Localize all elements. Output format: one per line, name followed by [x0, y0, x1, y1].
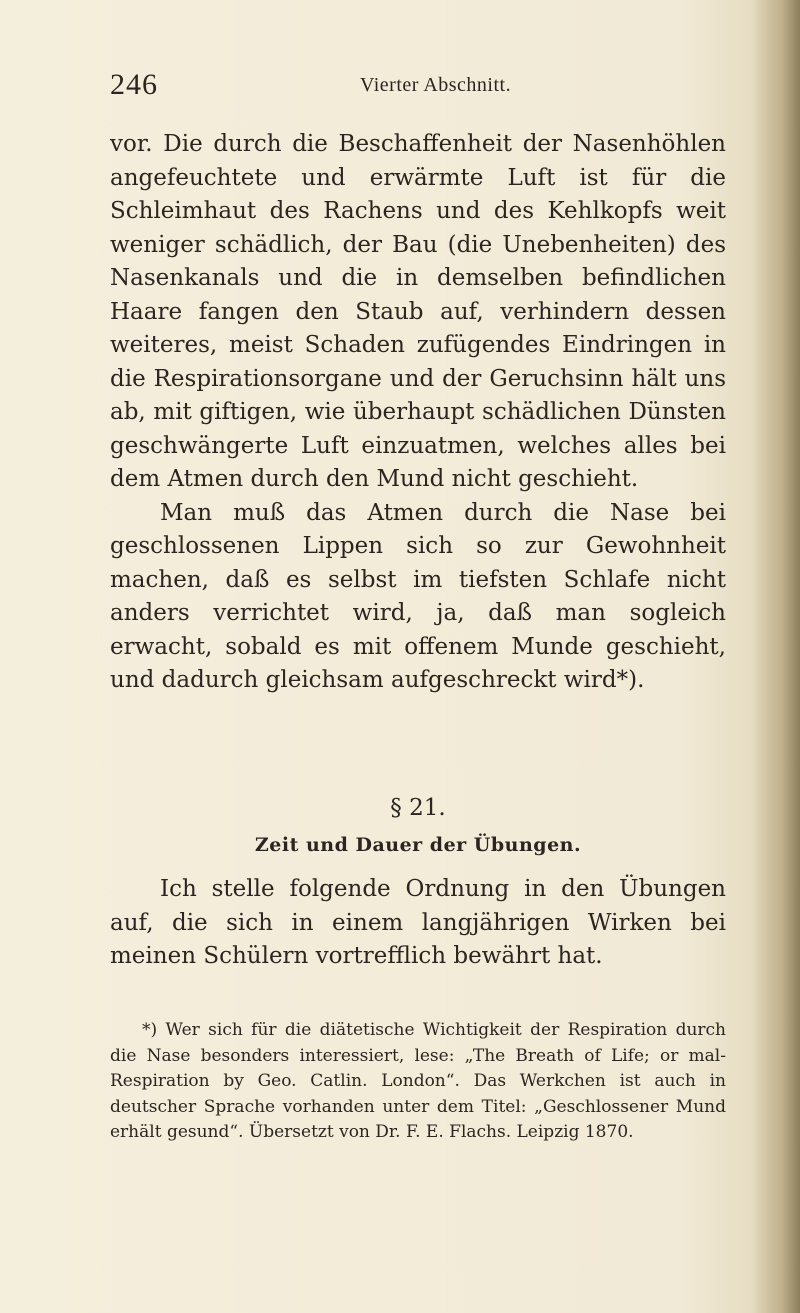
page-header: [110, 68, 730, 108]
page-edge-shadow: [752, 0, 800, 1313]
section-title: Zeit und Dauer der Übungen.: [254, 834, 582, 856]
paragraph-nose-breathing: Man muß das Atmen durch die Nase bei geschlossenen Lippen sich so zur Gewohnheit machen, daß es selbst im tiefsten Schlafe nicht anders verrichtet wird, ja, daß man sogleich erwacht, sobald es mit offenem Munde geschieht, und dadurch gleichsam aufgeschreckt wird*).: [110, 499, 726, 693]
footnote: [110, 1018, 726, 1146]
running-head: Vierter Abschnitt.: [360, 74, 512, 96]
section-body: [110, 873, 726, 974]
section-number: § 21.: [390, 795, 446, 821]
main-text: [110, 128, 726, 698]
section-paragraph: Ich stelle folgende Ordnung in den Übungen auf, die sich in einem langjährigen Wirken bei meinen Schülern vortrefflich bewährt hat.: [110, 876, 726, 969]
page-number: 246: [110, 68, 158, 101]
footnote-text: *) Wer sich für die diätetische Wichtigkeit der Respiration durch die Nase besonders interessiert, lese: „The Breath of Life; or mal-Respiration by Geo. Catlin. London“. Das Werkchen ist auch in deutscher Sprache vorhanden unter dem Titel: „Geschlossener Mund erhält gesund“. Übersetzt von Dr. F. E. Flachs. Leipzig 1870.: [110, 1020, 726, 1142]
paragraph-continued: vor. Die durch die Beschaffenheit der Nasenhöhlen angefeuchtete und erwärmte Luft ist für die Schleimhaut des Rachens und des Kehlkopfs weit weniger schädlich, der Bau (die Unebenheiten) des Nasenkanals und die in demselben befindlichen Haare fangen den Staub auf, verhindern dessen weiteres, meist Schaden zufügendes Eindringen in die Respirationsorgane und der Geruchsinn hält uns ab, mit giftigen, wie überhaupt schädlichen Dünsten geschwängerte Luft einzuatmen, welches alles bei dem Atmen durch den Mund nicht geschieht.: [110, 131, 726, 492]
